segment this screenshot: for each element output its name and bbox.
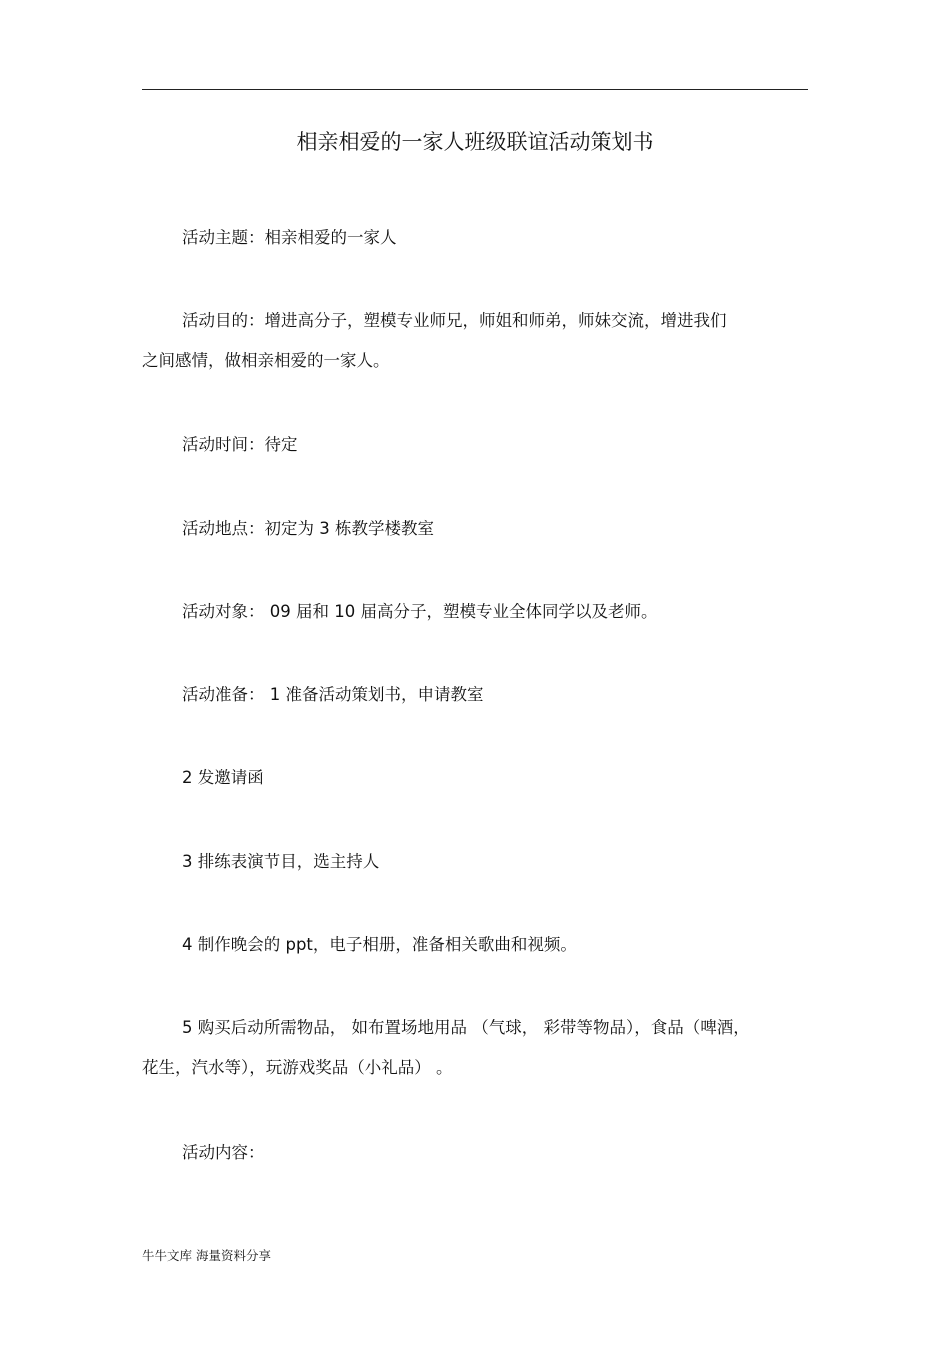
header-rule <box>142 89 808 90</box>
activity-time: 活动时间：待定 <box>182 435 298 454</box>
preparation-item-4: 4 制作晚会的 ppt，电子相册，准备相关歌曲和视频。 <box>182 935 577 954</box>
activity-purpose-line-1: 活动目的：增进高分子，塑模专业师兄，师姐和师弟，师妹交流，增进我们 <box>182 311 727 330</box>
footer-text: 牛牛文库 海量资料分享 <box>142 1248 271 1263</box>
preparation-item-5-line-2: 花生，汽水等），玩游戏奖品（小礼品） 。 <box>142 1058 453 1077</box>
activity-location: 活动地点：初定为 3 栋教学楼教室 <box>182 519 434 538</box>
activity-purpose-line-2: 之间感情，做相亲相爱的一家人。 <box>142 351 390 370</box>
preparation-item-5-line-1: 5 购买后动所需物品， 如布置场地用品 （气球， 彩带等物品），食品（啤酒， <box>182 1018 750 1037</box>
activity-preparation: 活动准备： 1 准备活动策划书，申请教室 <box>182 685 484 704</box>
activity-content-heading: 活动内容： <box>182 1143 265 1162</box>
preparation-item-5 <box>142 1008 808 1088</box>
activity-purpose <box>142 301 808 381</box>
document-title: 相亲相爱的一家人班级联谊活动策划书 <box>296 130 654 154</box>
preparation-item-2: 2 发邀请函 <box>182 768 264 787</box>
activity-theme: 活动主题：相亲相爱的一家人 <box>182 228 397 247</box>
activity-audience: 活动对象： 09 届和 10 届高分子，塑模专业全体同学以及老师。 <box>182 602 658 621</box>
preparation-item-3: 3 排练表演节目，选主持人 <box>182 852 380 871</box>
